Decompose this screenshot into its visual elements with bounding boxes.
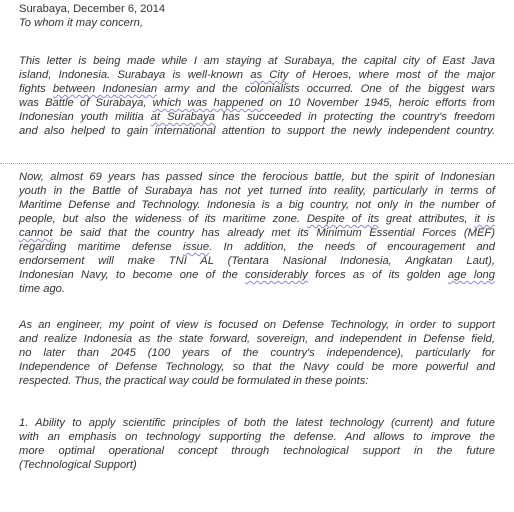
text-line <box>19 82 495 96</box>
text-segment: with an emphasis on technology supporting the defense. And allows to improve the <box>19 431 495 443</box>
text-segment: and also helped to gain international attention to support the newly independent country. <box>19 125 495 137</box>
text-segment: be said that the country has already met its Minimum Essential Forces (MEF) <box>52 227 495 239</box>
text-line <box>19 360 495 374</box>
text-segment: Independence of Defense Technology, so that the Navy could be more powerful and <box>19 361 495 373</box>
text-line <box>19 458 137 472</box>
text-line <box>19 184 495 198</box>
text-segment: on 10 November 1945, heroic efforts from <box>263 97 495 109</box>
text-line <box>19 96 495 110</box>
spellcheck-flagged-text: as City <box>250 69 289 81</box>
spellcheck-flagged-text: age long <box>447 269 495 281</box>
text-segment: . In addition, the needs of encouragement and <box>209 241 495 253</box>
text-segment: people, but also the wideness of its maritime zone. <box>19 213 307 225</box>
text-segment: and realize Indonesia as the state forward, sovereign, and independent in Defense field, <box>19 333 495 345</box>
text-line <box>19 212 495 226</box>
text-segment: of Heroes, where most of the major <box>288 69 495 81</box>
text-segment: respected. Thus, the practical way could be formulated in these points: <box>19 375 369 387</box>
text-segment: This letter is being made while I am staying at Surabaya, the capital city of East Java <box>19 55 495 67</box>
text-line <box>19 346 495 360</box>
spellcheck-flagged-text: which was happened <box>152 97 264 109</box>
text-line <box>19 170 495 184</box>
letter-place-date: Surabaya, December 6, 2014 <box>19 3 166 15</box>
text-line <box>19 318 495 332</box>
text-line <box>19 240 495 254</box>
letter-salutation: To whom it may concern, <box>19 17 143 29</box>
text-segment: fights <box>19 83 53 95</box>
text-segment: Indonesian Navy, to become one of the <box>19 269 246 281</box>
text-segment: army and the colonialists occurred. One of the biggest wars <box>157 83 495 95</box>
text-line <box>19 416 495 430</box>
text-line <box>19 254 495 268</box>
spellcheck-flagged-text: Despite of its <box>306 213 380 225</box>
spellcheck-flagged-text: it is <box>474 213 496 225</box>
text-segment: no later than 2045 (100 years of the country's independence), particularly for <box>19 347 495 359</box>
text-line <box>19 124 495 138</box>
spellcheck-flagged-text: cannot <box>19 227 53 239</box>
text-line <box>19 444 495 458</box>
text-line <box>19 332 495 346</box>
text-line <box>19 68 495 82</box>
text-line <box>19 282 65 296</box>
text-line <box>19 198 495 212</box>
text-line <box>19 110 495 124</box>
text-segment: forces as of its golden <box>307 269 448 281</box>
text-segment: endorsement will make TNI AL (Tentara Nasional Indonesia, Angkatan Laut), <box>19 255 495 267</box>
spellcheck-flagged-text: issue <box>182 241 210 253</box>
text-segment: Now, almost 69 years has passed since the ferocious battle, but the spirit of Indonesian <box>19 171 495 183</box>
spellcheck-flagged-text: considerably <box>245 269 308 281</box>
text-line <box>19 226 495 240</box>
text-segment: regarding maritime defense <box>19 241 183 253</box>
text-segment: more optimal operational concept through technological support in the future <box>19 445 495 457</box>
spellcheck-flagged-text: between Indonesian <box>52 83 158 95</box>
text-segment: island, Indonesia. Surabaya is well-known <box>19 69 251 81</box>
text-line <box>19 54 495 68</box>
text-line <box>19 268 495 282</box>
page-break-divider <box>0 163 514 164</box>
text-segment: Maritime Defense and Technology. Indonesia is a big country, not only in the number of <box>19 199 495 211</box>
text-segment: As an engineer, my point of view is focused on Defense Technology, in order to support <box>19 319 495 331</box>
text-line <box>19 374 369 388</box>
text-segment: (Technological Support) <box>19 459 137 471</box>
spellcheck-flagged-text: at Surabaya <box>150 111 215 123</box>
text-segment: was Battle of Surabaya, <box>19 97 153 109</box>
text-line <box>19 430 495 444</box>
text-segment: time ago. <box>19 283 66 295</box>
text-segment: 1. Ability to apply scientific principles of both the latest technology (current) and future <box>19 417 495 429</box>
text-segment: Indonesian youth militia <box>19 111 151 123</box>
text-segment: great attributes, <box>379 213 475 225</box>
text-segment: has succeeded in protecting the country's freedom <box>214 111 495 123</box>
text-segment: youth in the Battle of Surabaya has not yet turned into reality, particularly in terms of <box>19 185 495 197</box>
